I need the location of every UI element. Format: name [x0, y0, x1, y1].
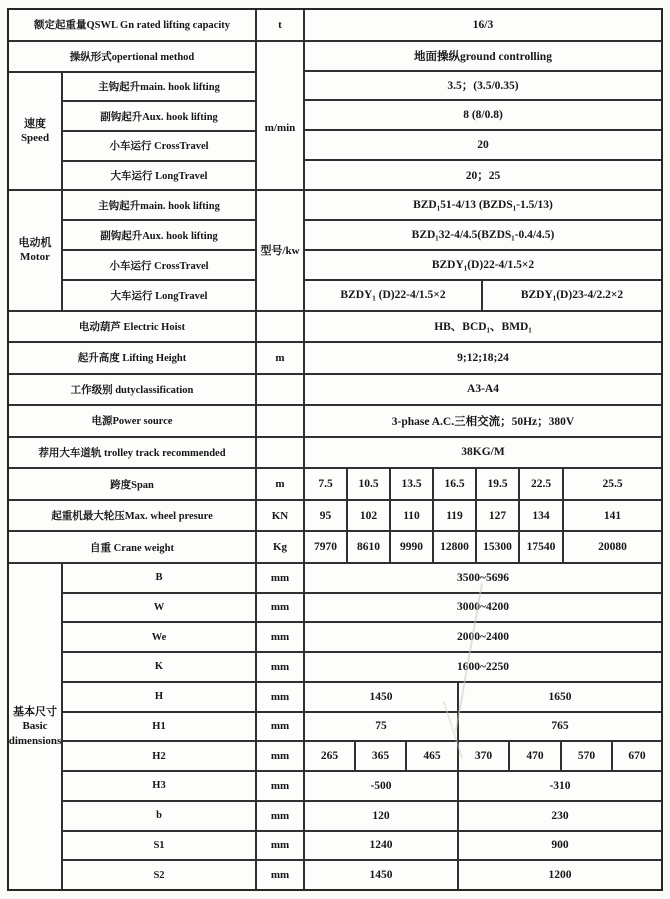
dim-label: H	[63, 683, 257, 711]
dim-value-left: -500	[305, 772, 459, 800]
dims-rows	[63, 564, 661, 889]
crane-weight-values	[305, 532, 661, 562]
dim-row-b	[63, 802, 661, 832]
row-span	[9, 469, 661, 501]
dim-h2-cell: 570	[562, 742, 613, 770]
wheel-pressure-cell: 119	[434, 501, 477, 531]
dims-group-en2: dimensions	[9, 734, 62, 747]
motor-main-hook-value: BZD₁51-4/13 (BZDS₁-1.5/13)	[305, 191, 661, 221]
dim-value-left: 1450	[305, 861, 459, 889]
wheel-pressure-cell: 134	[520, 501, 564, 531]
span-value-cell: 10.5	[348, 469, 391, 499]
dim-row-S1	[63, 832, 661, 862]
span-value-cell: 13.5	[391, 469, 434, 499]
dim-h2-cell: 370	[459, 742, 510, 770]
dim-unit: mm	[257, 713, 305, 741]
span-value-cell: 19.5	[477, 469, 520, 499]
dim-values	[305, 772, 661, 800]
row-wheel-pressure	[9, 501, 661, 533]
dim-row-S2	[63, 861, 661, 889]
dim-value: 1600~2250	[457, 660, 509, 673]
rated-capacity-value: 16/3	[472, 18, 494, 31]
row-trolley-track	[9, 438, 661, 470]
dim-unit: mm	[257, 623, 305, 651]
wheel-pressure-values	[305, 501, 661, 531]
dim-unit: mm	[257, 861, 305, 889]
motor-long-travel-label: 大车运行 LongTravel	[63, 281, 257, 309]
span-value-cell: 22.5	[520, 469, 564, 499]
dim-unit: mm	[257, 594, 305, 622]
speed-value-stack	[305, 42, 661, 190]
dim-value: 3000~4200	[457, 601, 509, 614]
dim-h2-cell: 670	[628, 750, 646, 763]
section-motor	[9, 191, 661, 311]
dim-unit: mm	[257, 832, 305, 860]
crane-weight-cell: 15300	[477, 532, 520, 562]
motor-unit-cell: 型号/kw	[257, 191, 305, 309]
rated-capacity-unit: t	[257, 10, 305, 40]
dim-unit: mm	[257, 772, 305, 800]
dims-group-label	[9, 564, 63, 889]
duty-classification-value: A3-A4	[467, 383, 499, 396]
crane-weight-cell: 9990	[391, 532, 434, 562]
dim-label: S1	[63, 832, 257, 860]
wheel-pressure-cell: 95	[305, 501, 348, 531]
dim-label: S2	[63, 861, 257, 889]
dim-values	[305, 832, 661, 860]
duty-classification-unit	[257, 375, 305, 405]
dim-value-left: 120	[305, 802, 459, 830]
dim-unit: mm	[257, 802, 305, 830]
span-values	[305, 469, 661, 499]
section-basic-dimensions	[9, 564, 661, 889]
crane-spec-table	[7, 8, 663, 891]
duty-classification-label: 工作级别 dutyclassification	[9, 375, 257, 405]
dim-label: H1	[63, 713, 257, 741]
dim-label: H3	[63, 772, 257, 800]
dim-value-left: 1450	[305, 683, 459, 711]
speed-left-column	[9, 42, 257, 190]
dims-group-zh: 基本尺寸	[13, 705, 57, 718]
crane-weight-cell: 20080	[598, 541, 627, 554]
dim-values	[305, 742, 661, 770]
trolley-track-value: 38KG/M	[461, 446, 505, 459]
speed-main-hook-label: 主钩起升main. hook lifting	[63, 73, 255, 103]
dim-value-right: 900	[551, 839, 569, 852]
speed-aux-hook-label: 副钩起升Aux. hook lifting	[63, 102, 255, 132]
dim-row-We	[63, 623, 661, 653]
motor-group-en: Motor	[20, 251, 50, 264]
speed-group-zh: 速度	[24, 117, 46, 130]
speed-group-en: Speed	[20, 132, 50, 144]
motor-long-travel-value-left: BZDY₁ (D)22-4/1.5×2	[305, 281, 483, 309]
motor-aux-hook-label: 副钩起升Aux. hook lifting	[63, 221, 257, 251]
motor-long-travel-values	[305, 281, 661, 309]
dim-row-H1	[63, 713, 661, 743]
wheel-pressure-cell: 141	[603, 509, 622, 522]
dim-values	[305, 713, 661, 741]
dim-label: W	[63, 594, 257, 622]
crane-weight-cell: 7970	[305, 532, 348, 562]
motor-main-hook-label: 主钩起升main. hook lifting	[63, 191, 257, 221]
speed-group-label	[9, 73, 63, 190]
power-source-label: 电源Power source	[9, 406, 257, 436]
electric-hoist-value: HB、BCD₁、BMD₁	[434, 321, 532, 334]
dims-group-en1: Basic	[22, 720, 48, 733]
motor-aux-hook-value: BZD₁32-4/4.5(BZDS₁-0.4/4.5)	[305, 221, 661, 251]
lifting-height-unit: m	[257, 343, 305, 373]
speed-name-stack	[63, 73, 255, 190]
dim-label: We	[63, 623, 257, 651]
speed-main-hook-value: 3.5；(3.5/0.35)	[305, 72, 661, 102]
method-label: 操纵形式opertional method	[9, 42, 255, 73]
dim-unit: mm	[257, 564, 305, 592]
dim-value: 3500~5696	[457, 571, 509, 584]
power-source-unit	[257, 406, 305, 436]
dim-h2-cell: 365	[356, 742, 407, 770]
dim-value-right: -310	[549, 779, 571, 792]
dim-value-right: 765	[551, 720, 569, 733]
speed-unit-cell: m/min	[257, 42, 305, 190]
lifting-height-label: 起升高度 Lifting Height	[9, 343, 257, 373]
wheel-pressure-cell: 102	[348, 501, 391, 531]
crane-weight-cell: 8610	[348, 532, 391, 562]
dim-unit: mm	[257, 742, 305, 770]
dim-row-K	[63, 653, 661, 683]
dim-unit: mm	[257, 653, 305, 681]
span-value-cell: 16.5	[434, 469, 477, 499]
trolley-track-label: 荐用大车道轨 trolley track recommended	[9, 438, 257, 468]
lifting-height-value: 9;12;18;24	[457, 351, 509, 364]
dim-value-right: 1200	[548, 869, 572, 882]
power-source-value: 3-phase A.C.三相交流；50Hz；380V	[391, 415, 575, 428]
wheel-pressure-unit: KN	[257, 501, 305, 531]
section-speed	[9, 42, 661, 192]
dim-value-left: 1240	[305, 832, 459, 860]
rated-capacity-label: 额定起重量QSWL Gn rated lifting capacity	[9, 10, 257, 40]
wheel-pressure-cell: 127	[477, 501, 520, 531]
span-value-cell: 7.5	[305, 469, 348, 499]
crane-weight-label: 自重 Crane weight	[9, 532, 257, 562]
crane-weight-cell: 12800	[434, 532, 477, 562]
crane-weight-cell: 17540	[520, 532, 564, 562]
row-rated-capacity	[9, 10, 661, 42]
speed-long-travel-label: 大车运行 LongTravel	[110, 171, 208, 182]
speed-cross-travel-value: 20	[305, 131, 661, 161]
span-unit: m	[257, 469, 305, 499]
wheel-pressure-cell: 110	[391, 501, 434, 531]
dim-row-W	[63, 594, 661, 624]
dim-row-B	[63, 564, 661, 594]
dim-h2-cell: 470	[510, 742, 562, 770]
dim-value-right: 230	[551, 809, 569, 822]
motor-cross-travel-label: 小车运行 CrossTravel	[63, 251, 257, 281]
motor-group-zh: 电动机	[18, 237, 52, 250]
span-label: 跨度Span	[9, 469, 257, 499]
dim-h2-cell: 465	[407, 742, 459, 770]
dim-value-right: 1650	[548, 690, 572, 703]
row-electric-hoist	[9, 312, 661, 344]
dim-value-left: 75	[305, 713, 459, 741]
dim-unit: mm	[257, 683, 305, 711]
motor-long-travel-value-right: BZDY₁(D)23-4/2.2×2	[520, 289, 624, 302]
dim-label: K	[63, 653, 257, 681]
dim-label: B	[63, 564, 257, 592]
dim-values	[305, 683, 661, 711]
method-value: 地面操纵ground controlling	[305, 42, 661, 72]
row-crane-weight	[9, 532, 661, 564]
motor-name-stack	[63, 191, 257, 309]
electric-hoist-unit	[257, 312, 305, 342]
row-power-source	[9, 406, 661, 438]
dim-row-H2	[63, 742, 661, 772]
speed-group-block	[9, 73, 255, 190]
dim-h2-cell: 265	[305, 742, 356, 770]
dim-label: b	[63, 802, 257, 830]
wheel-pressure-label: 起重机最大轮压Max. wheel presure	[9, 501, 257, 531]
row-duty-classification	[9, 375, 661, 407]
motor-value-stack	[305, 191, 661, 309]
dim-label: H2	[63, 742, 257, 770]
motor-group-label	[9, 191, 63, 309]
row-lifting-height	[9, 343, 661, 375]
trolley-track-unit	[257, 438, 305, 468]
motor-cross-travel-value: BZDY₁(D)22-4/1.5×2	[305, 251, 661, 281]
speed-cross-travel-label: 小车运行 CrossTravel	[63, 132, 255, 162]
speed-aux-hook-value: 8 (8/0.8)	[305, 101, 661, 131]
dim-values	[305, 861, 661, 889]
dim-row-H3	[63, 772, 661, 802]
electric-hoist-label: 电动葫芦 Electric Hoist	[9, 312, 257, 342]
speed-long-travel-value: 20；25	[465, 170, 501, 183]
dim-values	[305, 802, 661, 830]
dim-value: 2000~2400	[457, 631, 509, 644]
span-value-cell: 25.5	[602, 478, 623, 491]
crane-weight-unit: Kg	[257, 532, 305, 562]
dim-row-H	[63, 683, 661, 713]
